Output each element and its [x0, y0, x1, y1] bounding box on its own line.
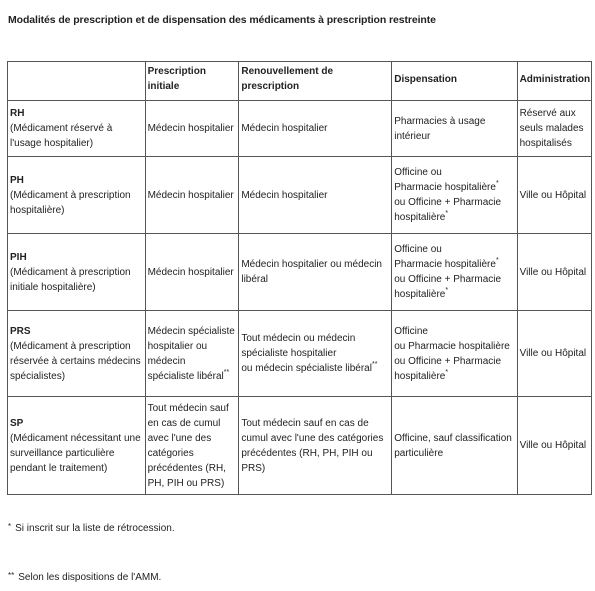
dispensation-line: Officine ou	[394, 167, 442, 178]
footnote-mark: *	[445, 210, 449, 217]
header-renouvellement: Renouvellement de prescription	[239, 62, 392, 101]
footnote-mark: *	[445, 287, 449, 294]
header-prescription: Prescription initiale	[145, 62, 239, 101]
footnote-mark: **	[8, 571, 15, 580]
cell-dispensation	[392, 397, 517, 495]
row-description: (Médicament nécessitant une surveillance particulière pendant le traitement)	[10, 432, 141, 474]
dispensation-line: Officine	[394, 325, 428, 337]
cell-administration: Réservé aux seuls malades hospitalisés	[517, 101, 591, 157]
cell-prescription: Médecin hospitalier	[145, 157, 239, 234]
cell-dispensation	[392, 234, 517, 311]
row-description: (Médicament à prescription réservée à certains médecins spécialistes)	[10, 340, 141, 382]
footnote-retrocession	[8, 523, 175, 534]
cell-prescription: Tout médecin sauf en cas de cumul avec l'une des catégories précédentes (RH, PH, PIH ou PRS)	[145, 397, 239, 495]
cell-prescription: Médecin hospitalier	[145, 101, 239, 157]
renouvellement-line: Tout médecin ou médecin spécialiste hospitalier	[241, 333, 356, 359]
row-description: (Médicament à prescription hospitalière)	[10, 189, 131, 216]
cell-dispensation	[392, 101, 517, 157]
table-row	[8, 101, 592, 157]
row-code: SP	[10, 417, 24, 429]
footnote-text: Selon les dispositions de l'AMM.	[18, 572, 162, 583]
row-header-sp	[8, 397, 146, 495]
table-row	[8, 234, 592, 311]
renouvellement-line: ou médecin spécialiste libéral**	[241, 361, 378, 374]
cell-renouvellement	[239, 311, 392, 397]
row-description: (Médicament réservé à l'usage hospitalier)	[10, 123, 113, 149]
prescription-line: Médecin spécialiste hospitalier ou médecin	[147, 325, 235, 367]
cell-renouvellement: Médecin hospitalier	[239, 157, 392, 234]
cell-dispensation	[392, 311, 517, 397]
header-administration: Administration	[517, 62, 591, 101]
cell-prescription	[145, 311, 239, 397]
dispensation-line: ou Officine + Pharmacie	[394, 197, 502, 208]
footnote-mark: **	[371, 361, 378, 368]
row-header-pih	[8, 234, 146, 311]
row-code: PRS	[10, 325, 31, 337]
footnote-mark: *	[445, 368, 449, 376]
dispensation-line: Pharmacie hospitalière*	[394, 180, 499, 193]
cell-renouvellement: Médecin hospitalier	[239, 101, 392, 157]
dispensation-line: ou Officine + Pharmacie	[394, 274, 502, 285]
cell-administration: Ville ou Hôpital	[517, 397, 591, 495]
cell-administration: Ville ou Hôpital	[517, 157, 591, 234]
dispensation-line: Officine ou	[394, 244, 442, 255]
dispensation-line: Officine, sauf classification particulière	[394, 432, 512, 459]
cell-administration: Ville ou Hôpital	[517, 234, 591, 311]
row-header-rh	[8, 101, 146, 157]
prescription-table	[7, 61, 592, 495]
row-code: PH	[10, 174, 24, 186]
table-row	[8, 157, 592, 234]
header-dispensation: Dispensation	[392, 62, 517, 101]
dispensation-line: Pharmacie hospitalière*	[394, 257, 499, 270]
table-row	[8, 311, 592, 397]
cell-renouvellement: Médecin hospitalier ou médecin libéral	[239, 234, 392, 311]
row-code: RH	[10, 108, 25, 119]
row-description: (Médicament à prescription initiale hospitalière)	[10, 266, 131, 293]
cell-prescription: Médecin hospitalier	[145, 234, 239, 311]
table-header-row	[8, 62, 592, 101]
table-row	[8, 397, 592, 495]
cell-dispensation	[392, 157, 517, 234]
dispensation-line: hospitalière*	[394, 287, 449, 300]
footnote-mark: *	[495, 257, 499, 264]
footnote-amm	[8, 572, 161, 583]
cell-renouvellement: Tout médecin sauf en cas de cumul avec l'une des catégories précédentes (RH, PH, PIH ou PRS)	[239, 397, 392, 495]
footnote-mark: *	[8, 522, 12, 531]
table-title: Modalités de prescription et de dispensation des médicaments à prescription restreinte	[8, 14, 436, 26]
prescription-line: spécialiste libéral**	[147, 368, 230, 382]
row-header-ph	[8, 157, 146, 234]
footnote-text: Si inscrit sur la liste de rétrocession.	[15, 523, 175, 534]
dispensation-line: ou Pharmacie hospitalière	[394, 340, 510, 352]
cell-administration: Ville ou Hôpital	[517, 311, 591, 397]
header-empty	[8, 62, 146, 101]
dispensation-line: ou Officine + Pharmacie	[394, 355, 502, 367]
row-code: PIH	[10, 251, 27, 263]
footnote-mark: *	[495, 180, 499, 187]
dispensation-line: hospitalière*	[394, 210, 449, 223]
dispensation-line: Pharmacies à usage intérieur	[394, 115, 486, 142]
row-header-prs	[8, 311, 146, 397]
dispensation-line: hospitalière*	[394, 368, 449, 382]
footnote-mark: **	[223, 368, 230, 376]
